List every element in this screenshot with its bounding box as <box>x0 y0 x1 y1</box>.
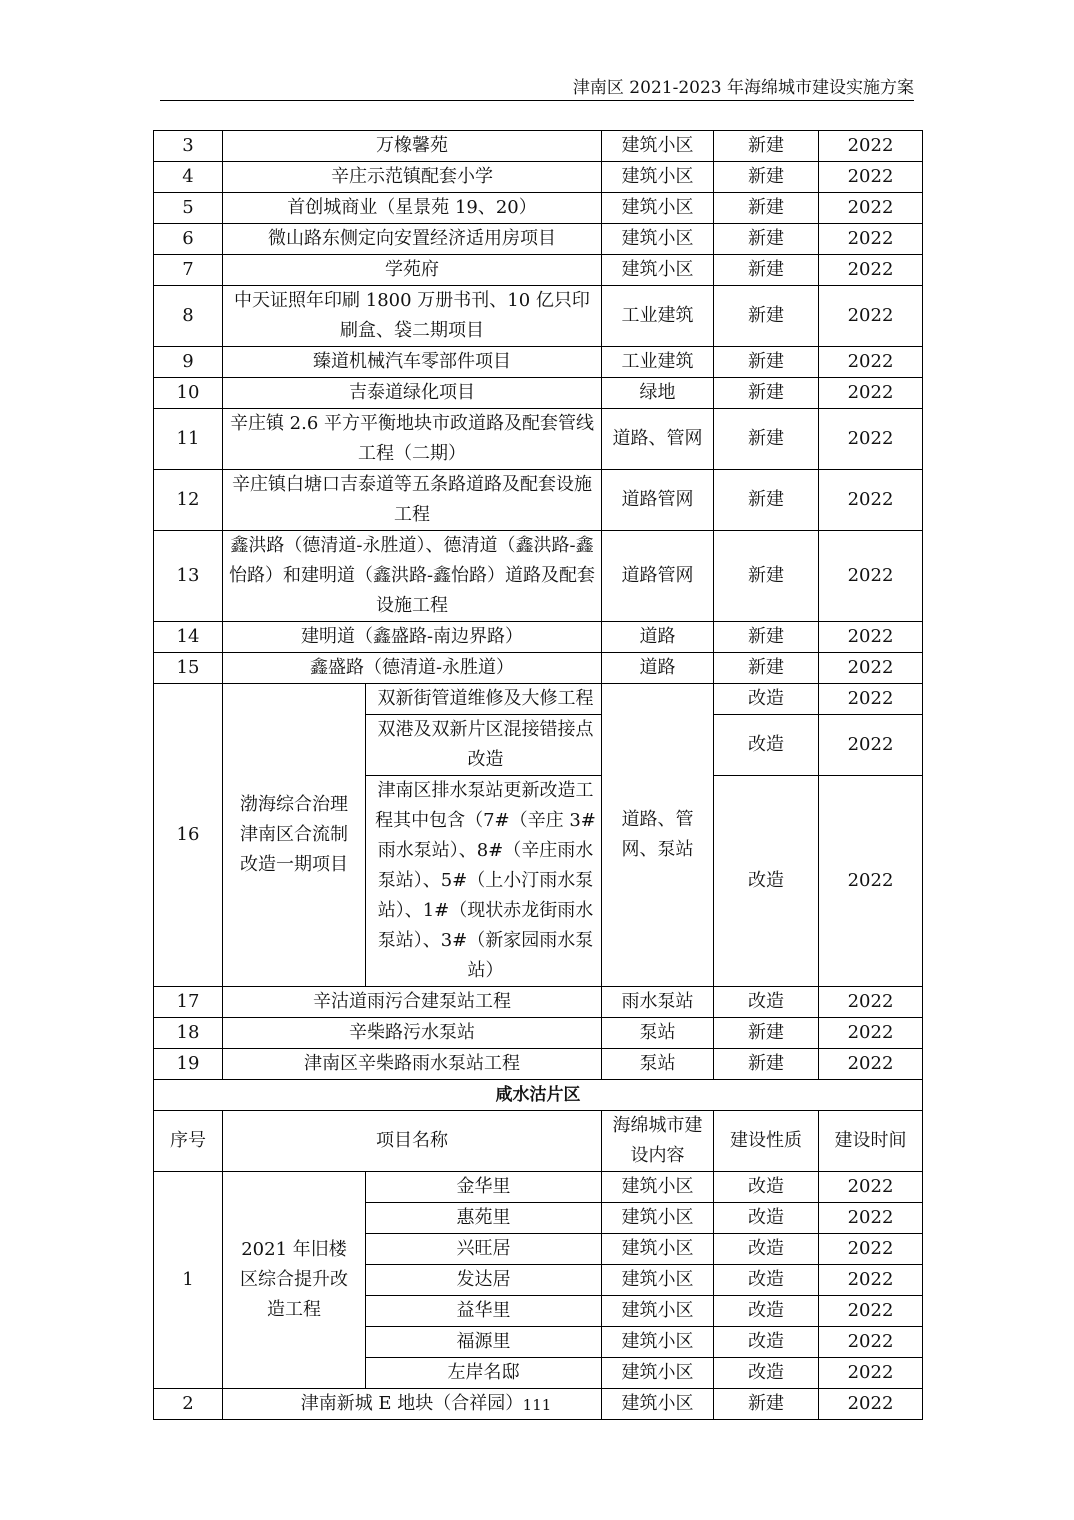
cell-content: 建筑小区 <box>602 255 714 286</box>
table-row <box>154 470 923 531</box>
cell-name: 万橡馨苑 <box>223 131 602 162</box>
cell-content: 道路、管网、泵站 <box>602 684 714 987</box>
cell-year: 2022 <box>819 224 923 255</box>
cell-nature: 新建 <box>714 409 819 470</box>
cell-no: 19 <box>154 1049 223 1080</box>
cell-nature: 新建 <box>714 1018 819 1049</box>
cell-no: 5 <box>154 193 223 224</box>
cell-nature: 新建 <box>714 531 819 622</box>
cell-no: 6 <box>154 224 223 255</box>
cell-sub-name: 发达居 <box>366 1265 602 1296</box>
cell-content: 建筑小区 <box>602 1234 714 1265</box>
cell-year: 2022 <box>819 1358 923 1389</box>
cell-no: 12 <box>154 470 223 531</box>
cell-no: 8 <box>154 286 223 347</box>
project-table <box>153 130 923 1420</box>
cell-no: 16 <box>154 684 223 987</box>
cell-sub-name: 双新街管道维修及大修工程 <box>366 684 602 715</box>
cell-content: 建筑小区 <box>602 1265 714 1296</box>
cell-nature: 新建 <box>714 378 819 409</box>
cell-no: 17 <box>154 987 223 1018</box>
cell-content: 建筑小区 <box>602 1203 714 1234</box>
cell-year: 2022 <box>819 1172 923 1203</box>
cell-name: 中天证照年印刷 1800 万册书刊、10 亿只印刷盒、袋二期项目 <box>223 286 602 347</box>
cell-content: 建筑小区 <box>602 1172 714 1203</box>
col-header-name: 项目名称 <box>223 1111 602 1172</box>
cell-group-name: 2021 年旧楼区综合提升改造工程 <box>223 1172 366 1389</box>
cell-nature: 改造 <box>714 684 819 715</box>
cell-content: 道路管网 <box>602 531 714 622</box>
cell-name: 辛庄示范镇配套小学 <box>223 162 602 193</box>
cell-nature: 新建 <box>714 255 819 286</box>
table-row <box>154 255 923 286</box>
cell-nature: 改造 <box>714 1172 819 1203</box>
running-header: 津南区 2021-2023 年海绵城市建设实施方案 <box>160 76 914 101</box>
cell-content: 道路、管网 <box>602 409 714 470</box>
cell-nature: 新建 <box>714 470 819 531</box>
cell-year: 2022 <box>819 531 923 622</box>
cell-content: 建筑小区 <box>602 162 714 193</box>
cell-year: 2022 <box>819 347 923 378</box>
cell-name: 鑫盛路（德清道-永胜道） <box>223 653 602 684</box>
cell-year: 2022 <box>819 255 923 286</box>
cell-year: 2022 <box>819 286 923 347</box>
cell-nature: 改造 <box>714 1265 819 1296</box>
table-row <box>154 622 923 653</box>
cell-year: 2022 <box>819 653 923 684</box>
cell-no: 7 <box>154 255 223 286</box>
cell-year: 2022 <box>819 622 923 653</box>
cell-year: 2022 <box>819 987 923 1018</box>
cell-sub-name: 金华里 <box>366 1172 602 1203</box>
cell-year: 2022 <box>819 1327 923 1358</box>
cell-nature: 新建 <box>714 286 819 347</box>
cell-nature: 新建 <box>714 1049 819 1080</box>
table-row <box>154 162 923 193</box>
col-header-year: 建设时间 <box>819 1111 923 1172</box>
cell-content: 工业建筑 <box>602 347 714 378</box>
cell-sub-name: 福源里 <box>366 1327 602 1358</box>
cell-content: 雨水泵站 <box>602 987 714 1018</box>
table-row <box>154 224 923 255</box>
cell-content: 建筑小区 <box>602 1296 714 1327</box>
cell-content: 绿地 <box>602 378 714 409</box>
cell-no: 15 <box>154 653 223 684</box>
cell-no: 3 <box>154 131 223 162</box>
section-title: 咸水沽片区 <box>154 1080 923 1111</box>
cell-sub-name: 惠苑里 <box>366 1203 602 1234</box>
header-row <box>154 1111 923 1172</box>
table-row <box>154 531 923 622</box>
cell-nature: 改造 <box>714 1234 819 1265</box>
cell-name: 吉泰道绿化项目 <box>223 378 602 409</box>
cell-no: 9 <box>154 347 223 378</box>
cell-no: 10 <box>154 378 223 409</box>
cell-name: 学苑府 <box>223 255 602 286</box>
page-number: 111 <box>522 1396 552 1414</box>
cell-year: 2022 <box>819 1234 923 1265</box>
cell-name: 微山路东侧定向安置经济适用房项目 <box>223 224 602 255</box>
cell-no: 11 <box>154 409 223 470</box>
cell-content: 建筑小区 <box>602 1358 714 1389</box>
cell-sub-name: 左岸名邸 <box>366 1358 602 1389</box>
cell-sub-name: 益华里 <box>366 1296 602 1327</box>
cell-nature: 新建 <box>714 347 819 378</box>
cell-name: 辛柴路污水泵站 <box>223 1018 602 1049</box>
table-row <box>154 409 923 470</box>
cell-content: 泵站 <box>602 1049 714 1080</box>
cell-nature: 新建 <box>714 1389 819 1420</box>
cell-content: 建筑小区 <box>602 1389 714 1420</box>
cell-no: 18 <box>154 1018 223 1049</box>
cell-nature: 新建 <box>714 131 819 162</box>
cell-year: 2022 <box>819 378 923 409</box>
cell-year: 2022 <box>819 776 923 987</box>
col-header-content: 海绵城市建设内容 <box>602 1111 714 1172</box>
cell-sub-name: 津南区排水泵站更新改造工程其中包含（7#（辛庄 3#雨水泵站）、8#（辛庄雨水泵站）、5#（上小汀雨水泵站）、1#（现状赤龙街雨水泵站）、3#（新家园雨水泵站） <box>366 776 602 987</box>
cell-year: 2022 <box>819 684 923 715</box>
cell-year: 2022 <box>819 131 923 162</box>
cell-nature: 新建 <box>714 653 819 684</box>
cell-name: 津南区辛柴路雨水泵站工程 <box>223 1049 602 1080</box>
cell-name: 辛庄镇白塘口吉泰道等五条路道路及配套设施工程 <box>223 470 602 531</box>
cell-content: 泵站 <box>602 1018 714 1049</box>
cell-year: 2022 <box>819 162 923 193</box>
table-row <box>154 684 923 715</box>
table-row <box>154 1049 923 1080</box>
cell-year: 2022 <box>819 409 923 470</box>
col-header-no: 序号 <box>154 1111 223 1172</box>
table-row <box>154 987 923 1018</box>
cell-nature: 新建 <box>714 622 819 653</box>
cell-sub-name: 双港及双新片区混接错接点改造 <box>366 715 602 776</box>
cell-no: 13 <box>154 531 223 622</box>
cell-nature: 新建 <box>714 224 819 255</box>
table-row <box>154 131 923 162</box>
cell-nature: 改造 <box>714 1203 819 1234</box>
cell-no: 4 <box>154 162 223 193</box>
cell-name: 辛沽道雨污合建泵站工程 <box>223 987 602 1018</box>
cell-content: 建筑小区 <box>602 131 714 162</box>
cell-name: 津南新城 E 地块（合祥园） <box>223 1389 602 1420</box>
cell-year: 2022 <box>819 1389 923 1420</box>
cell-content: 建筑小区 <box>602 1327 714 1358</box>
cell-content: 建筑小区 <box>602 224 714 255</box>
cell-name: 首创城商业（星景苑 19、20） <box>223 193 602 224</box>
cell-year: 2022 <box>819 193 923 224</box>
cell-year: 2022 <box>819 470 923 531</box>
cell-content: 道路 <box>602 653 714 684</box>
cell-nature: 改造 <box>714 715 819 776</box>
cell-year: 2022 <box>819 1049 923 1080</box>
cell-name: 鑫洪路（德清道-永胜道）、德清道（鑫洪路-鑫怡路）和建明道（鑫洪路-鑫怡路）道路及配套设施工程 <box>223 531 602 622</box>
cell-nature: 新建 <box>714 162 819 193</box>
section-row <box>154 1080 923 1111</box>
col-header-nature: 建设性质 <box>714 1111 819 1172</box>
cell-nature: 改造 <box>714 987 819 1018</box>
cell-content: 工业建筑 <box>602 286 714 347</box>
cell-year: 2022 <box>819 1296 923 1327</box>
cell-content: 建筑小区 <box>602 193 714 224</box>
cell-nature: 改造 <box>714 1327 819 1358</box>
table-row <box>154 378 923 409</box>
table-row <box>154 1018 923 1049</box>
cell-nature: 新建 <box>714 193 819 224</box>
cell-no: 2 <box>154 1389 223 1420</box>
cell-nature: 改造 <box>714 1296 819 1327</box>
table-row <box>154 653 923 684</box>
cell-year: 2022 <box>819 1203 923 1234</box>
cell-content: 道路 <box>602 622 714 653</box>
cell-name: 建明道（鑫盛路-南边界路） <box>223 622 602 653</box>
cell-year: 2022 <box>819 715 923 776</box>
table-row <box>154 193 923 224</box>
cell-content: 道路管网 <box>602 470 714 531</box>
cell-sub-name: 兴旺居 <box>366 1234 602 1265</box>
cell-no: 1 <box>154 1172 223 1389</box>
table-row <box>154 347 923 378</box>
cell-year: 2022 <box>819 1018 923 1049</box>
table-row <box>154 1172 923 1203</box>
table-row <box>154 286 923 347</box>
cell-nature: 改造 <box>714 1358 819 1389</box>
cell-nature: 改造 <box>714 776 819 987</box>
cell-year: 2022 <box>819 1265 923 1296</box>
cell-name: 臻道机械汽车零部件项目 <box>223 347 602 378</box>
cell-group-name: 渤海综合治理津南区合流制改造一期项目 <box>223 684 366 987</box>
cell-name: 辛庄镇 2.6 平方平衡地块市政道路及配套管线工程（二期） <box>223 409 602 470</box>
cell-no: 14 <box>154 622 223 653</box>
